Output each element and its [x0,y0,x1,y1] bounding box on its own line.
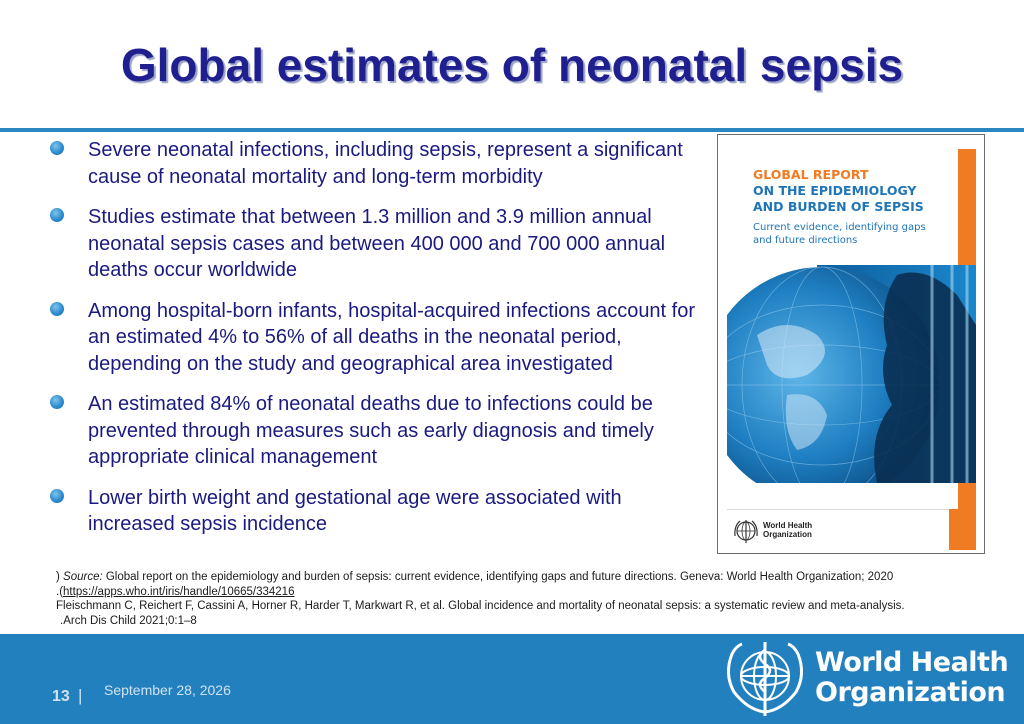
bullet-text: An estimated 84% of neonatal deaths due to infections could be prevented through measures such as early diagnosis and timely appropriate clinical management [88,393,654,468]
bullet-dot-icon [50,395,64,409]
bullet-dot-icon [50,489,64,503]
title-divider [0,128,1024,132]
bullet-item [48,204,698,284]
cover-footer [727,509,949,550]
source-citation: ) Source: Global report on the epidemiology and burden of sepsis: current evidence, identifying gaps and future directions. Geneva: World Health Organization; 2020 .(https://apps.who.int/iris/handle/10665/334216 Fleischmann C, Reichert F, Cassini A, Horner R, Harder T, Markwart R, et al. Global incidence and mortality of neonatal sepsis: a systematic review and meta-analysis. .Arch Dis Child 2021;0:1–8 [56,571,905,627]
cover-subtitle: Current evidence, identifying gaps and future directions [753,222,926,246]
bullet-text: Among hospital-born infants, hospital-acquired infections account for an estimated 4% to 56% of all deaths in the neonatal period, depending on the study and geographical area investigated [88,299,696,375]
page-separator: | [78,686,83,705]
bullet-item [48,391,698,471]
bullet-text: Lower birth weight and gestational age were associated with increased sepsis incidence [88,486,622,535]
bullet-dot-icon [50,141,64,155]
bullet-item [48,137,698,190]
who-org-name: World Health Organization [815,647,1009,708]
report-cover-image [717,134,985,554]
bullet-text: Severe neonatal infections, including sepsis, represent a significant cause of neonatal mortality and long-term morbidity [88,139,683,188]
footer-bar [0,634,1024,724]
bullet-dot-icon [50,302,64,316]
bullet-text: Studies estimate that between 1.3 million and 3.9 million annual neonatal sepsis cases and between 400 000 and 700 000 annual deaths occur worldwide [88,206,666,281]
bullet-item [48,485,698,538]
cover-org-name: World Health Organization [763,521,813,539]
slide-date: September 28, 2026 [104,682,231,698]
bullet-item [48,298,698,378]
slide-title: Global estimates of neonatal sepsis [120,39,904,91]
bullet-list [48,137,698,552]
cover-globe-photo [727,265,976,483]
cover-title: GLOBAL REPORT ON THE EPIDEMIOLOGY AND BURDEN OF SEPSIS [753,167,924,214]
who-emblem-icon [733,518,759,544]
who-logo-icon [720,636,810,720]
page-number: 13 [52,688,70,705]
report-cover-page [727,149,976,550]
bullet-dot-icon [50,208,64,222]
source-link[interactable]: https://apps.who.int/iris/handle/10665/334216 [63,585,295,598]
source-label: Source: [63,571,103,583]
